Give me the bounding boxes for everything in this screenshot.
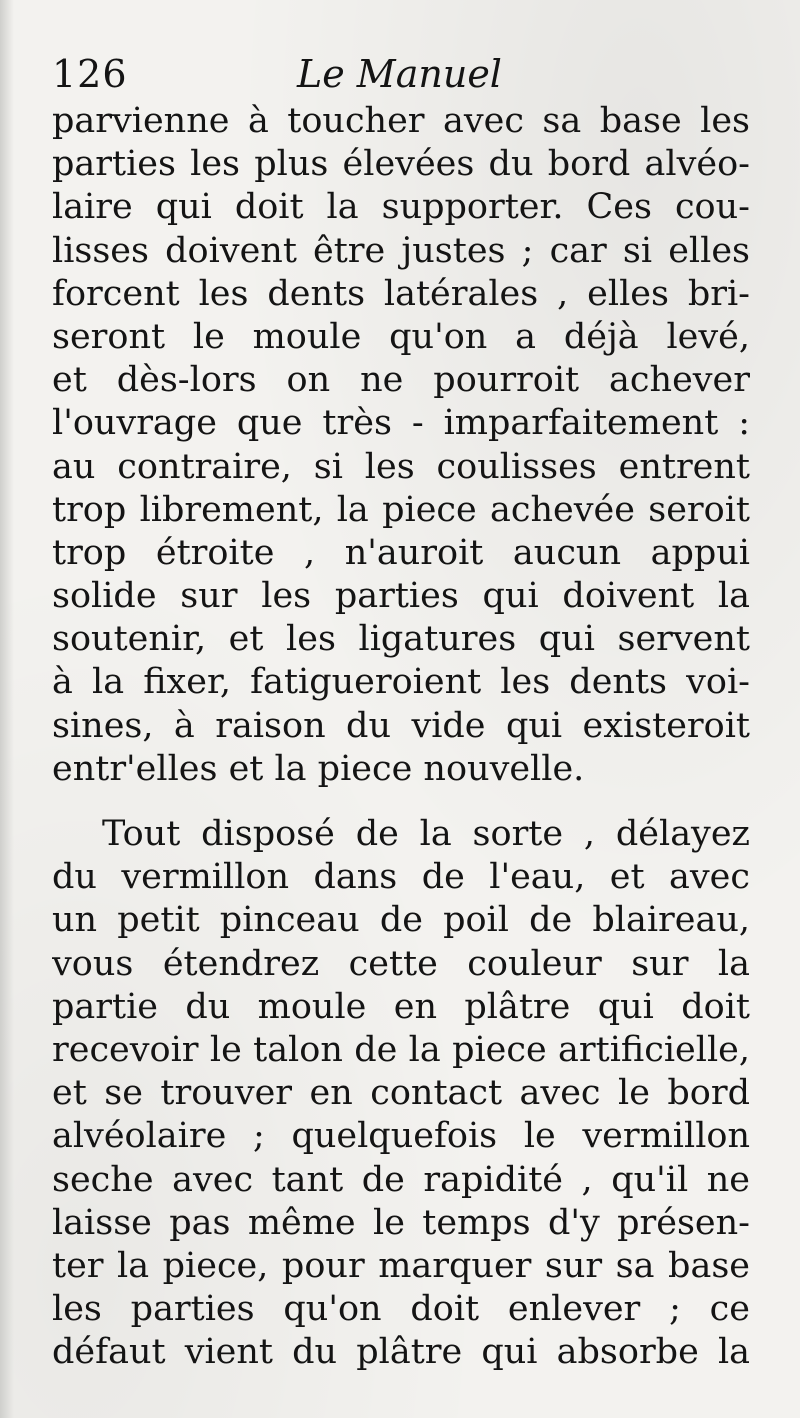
text-line: un petit pinceau de poil de blaireau, [52, 900, 750, 941]
page-header [52, 50, 752, 98]
text-line: forcent les dents latérales , elles bri- [52, 273, 750, 314]
paragraph-gap [52, 791, 750, 813]
text-line: Tout disposé de la sorte , délayez [102, 814, 750, 854]
text-line: l'ouvrage que très - imparfaitement : [52, 403, 750, 444]
text-line: au contraire, si les coulisses entrent [52, 446, 750, 487]
text-line: laisse pas même le temps d'y présen- [52, 1202, 750, 1243]
text-line: trop librement, la piece achevée seroit [52, 489, 750, 530]
running-title: Le Manuel [297, 52, 502, 96]
text-line: seront le moule qu'on a déjà levé, [52, 316, 750, 357]
text-line: ter la piece, pour marquer sur sa base [52, 1245, 750, 1286]
text-line: entr'elles et la piece nouvelle. [52, 748, 585, 789]
text-line: seche avec tant de rapidité , qu'il ne [52, 1159, 750, 1200]
text-line: vous étendrez cette couleur sur la [52, 943, 750, 984]
paragraph [52, 813, 750, 1374]
page-number: 126 [52, 52, 128, 96]
text-line: sines, à raison du vide qui existeroit [52, 705, 750, 746]
text-line: et se trouver en contact avec le bord [52, 1073, 750, 1114]
page-edge-shadow [0, 0, 14, 1418]
text-line: alvéolaire ; quelquefois le vermillon [52, 1116, 750, 1157]
text-line: du vermillon dans de l'eau, et avec [52, 857, 750, 898]
text-line: trop étroite , n'auroit aucun appui [52, 532, 750, 573]
text-line: soutenir, et les ligatures qui servent [52, 619, 750, 660]
body-text [52, 100, 750, 1374]
text-line: laire qui doit la supporter. Ces cou- [52, 187, 750, 228]
text-line: partie du moule en plâtre qui doit [52, 986, 750, 1027]
text-line: solide sur les parties qui doivent la [52, 576, 750, 617]
text-line: parvienne à toucher avec sa base les [52, 101, 750, 141]
text-line: les parties qu'on doit enlever ; ce [52, 1289, 750, 1330]
text-line: lisses doivent être justes ; car si elles [52, 230, 750, 271]
text-line: et dès-lors on ne pourroit achever [52, 360, 750, 401]
paragraph [52, 100, 750, 791]
text-line: recevoir le talon de la piece artificielle, [52, 1029, 750, 1070]
text-line: défaut vient du plâtre qui absorbe la [52, 1332, 750, 1373]
text-line: à la fixer, fatigueroient les dents voi- [52, 662, 750, 703]
text-line: parties les plus élevées du bord alvéo- [52, 144, 750, 185]
